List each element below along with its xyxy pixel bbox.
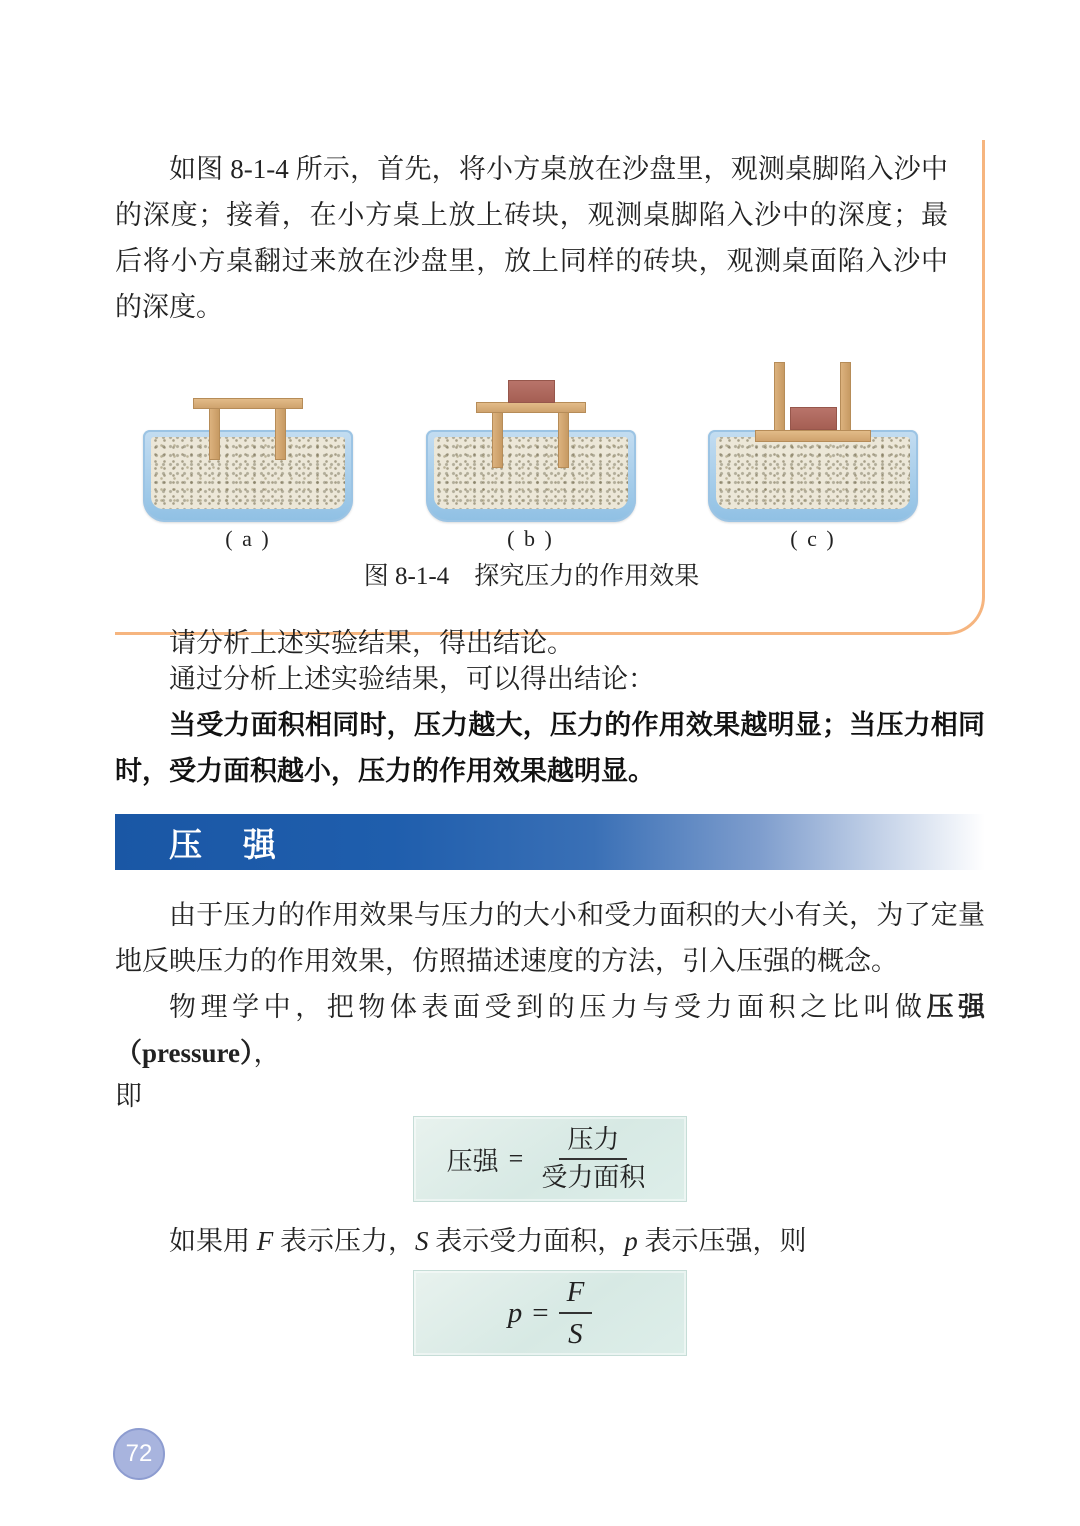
sand-tray-illustration-b (406, 352, 656, 522)
text-segment: 表示受力面积， (428, 1226, 625, 1256)
figure-c (688, 352, 938, 554)
page-number-badge (113, 1428, 165, 1480)
equals-sign: = (532, 1296, 549, 1329)
figure-title: 探究压力的作用效果 (474, 563, 700, 590)
figure-label-a: ( a ) (225, 526, 271, 551)
text-segment: 表示压强，则 (637, 1226, 807, 1256)
sand-tray (708, 430, 918, 522)
table-leg (840, 362, 851, 432)
pressure-term: 压强（pressure） (115, 992, 986, 1068)
formula-box-symbolic (413, 1270, 687, 1356)
numerator: 压力 (559, 1124, 627, 1161)
text-segment: 如果用 (169, 1226, 257, 1256)
table-leg (209, 408, 220, 460)
definition-continuation: 即 (115, 1081, 142, 1111)
conclusion-emphasis: 当受力面积相同时，压力越大，压力的作用效果越明显；当压力相同时，受力面积越小，压力的作用效果越明显。 (115, 710, 985, 786)
denominator: S (568, 1318, 583, 1350)
variable-p: p (624, 1226, 638, 1256)
sand (434, 437, 628, 509)
definition-pre: 物理学中，把物体表面受到的压力与受力面积之比叫做 (169, 992, 927, 1022)
fraction (559, 1274, 593, 1353)
figure-label-b: ( b ) (507, 526, 554, 551)
formula-lhs: p (507, 1296, 523, 1329)
sand (716, 437, 910, 509)
table-leg (492, 412, 503, 468)
pressure-intro-paragraph: 由于压力的作用效果与压力的大小和受力面积的大小有关，为了定量地反映压力的作用效果，仿照描述速度的方法，引入压强的概念。 (115, 900, 985, 976)
sand-tray (426, 430, 636, 522)
table-top (476, 402, 586, 413)
table-leg (558, 412, 569, 468)
table-top (755, 430, 871, 442)
figure-b (406, 352, 656, 554)
section-title: 压 强 (169, 825, 280, 863)
formula-word (447, 1124, 654, 1195)
sand-tray-illustration-c (688, 352, 938, 522)
fraction (533, 1124, 653, 1195)
figure-8-1-4 (123, 352, 938, 554)
brick (508, 380, 555, 403)
page-number: 72 (125, 1440, 153, 1467)
sand-tray (143, 430, 353, 522)
text-segment: 表示压力， (273, 1226, 415, 1256)
equals-sign: = (508, 1144, 524, 1173)
variable-F: F (256, 1226, 274, 1256)
brick (790, 407, 837, 430)
experiment-paragraph: 如图 8-1-4 所示，首先，将小方桌放在沙盘里，观测桌脚陷入沙中的深度；接着，在小方桌上放上砖块，观测桌脚陷入沙中的深度；最后将小方桌翻过来放在沙盘里，放上同样的砖块，观测桌面陷入沙中的深度。 (115, 154, 948, 322)
figure-caption (115, 560, 948, 594)
formula-symbolic (508, 1274, 593, 1353)
formula-lhs: 压强 (446, 1146, 499, 1176)
sand (151, 437, 345, 509)
definition-post: ， (253, 1038, 281, 1068)
figure-label-c: ( c ) (790, 526, 836, 551)
table-leg (774, 362, 785, 432)
table-top (193, 398, 303, 409)
main-content (115, 648, 985, 1356)
variable-S: S (415, 1226, 429, 1256)
figure-a (123, 352, 373, 554)
denominator: 受力面积 (541, 1163, 646, 1192)
pressure-definition-paragraph (115, 984, 985, 1076)
numerator: F (559, 1274, 593, 1314)
figure-number: 图 8-1-4 (363, 563, 450, 590)
activity-box (115, 140, 985, 658)
sand-tray-illustration-a (123, 352, 373, 522)
conclusion-lead: 通过分析上述实验结果，可以得出结论： (169, 664, 655, 694)
formula-box-word (413, 1116, 687, 1202)
symbols-paragraph (115, 1218, 985, 1264)
analysis-prompt: 请分析上述实验结果，得出结论。 (169, 628, 574, 658)
section-header-bar (115, 814, 985, 870)
table-leg (275, 408, 286, 460)
